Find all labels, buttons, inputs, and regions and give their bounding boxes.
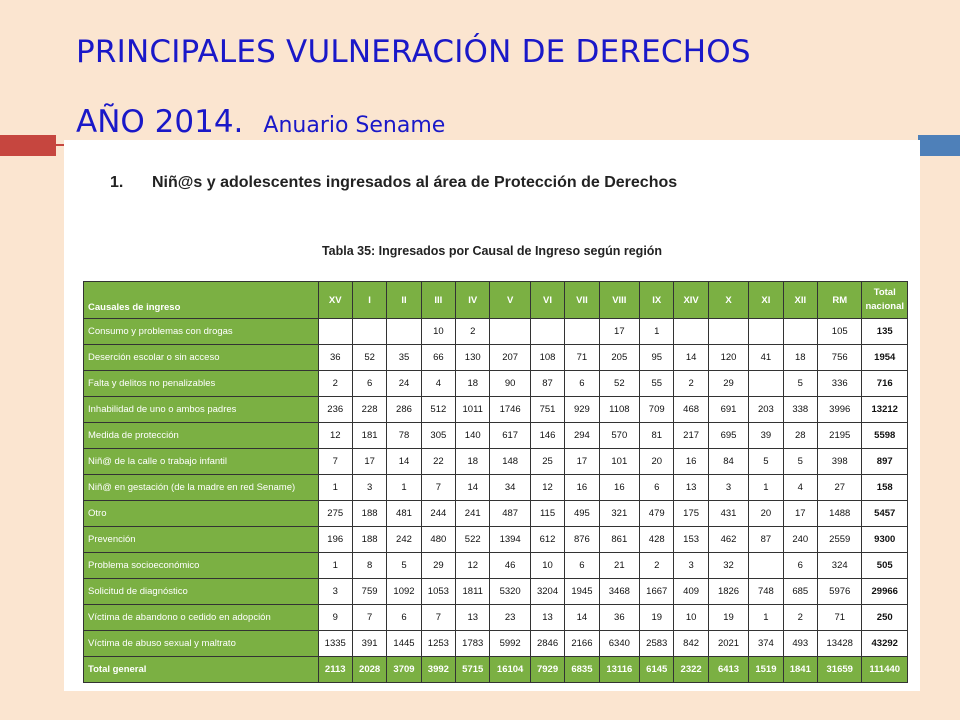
table-cell: 13116 [599,657,639,683]
table-cell: 39 [749,423,783,449]
slide-title-line2 [76,104,445,140]
table-row [84,397,908,423]
table-cell [783,319,817,345]
table-cell: 1 [318,475,352,501]
table-cell: 4 [783,475,817,501]
table-cell: 5457 [862,501,908,527]
table-cell: 13 [530,605,564,631]
table-cell: 2 [318,371,352,397]
header-col-6: VI [530,282,564,319]
table-cell: 25 [530,449,564,475]
table-cell: 31659 [817,657,861,683]
table-cell: 181 [352,423,386,449]
table-cell: 101 [599,449,639,475]
table-cell: 22 [421,449,455,475]
table-cell: 71 [565,345,599,371]
table-cell: 493 [783,631,817,657]
table-cell: 3709 [387,657,421,683]
table-cell: 115 [530,501,564,527]
table-cell: 5320 [490,579,530,605]
table-cell: 158 [862,475,908,501]
table-cell: 16 [565,475,599,501]
table-cell: 428 [640,527,674,553]
table-cell: 6 [783,553,817,579]
table-cell: 27 [817,475,861,501]
table-cell: 43292 [862,631,908,657]
table-cell: 6835 [565,657,599,683]
table-cell: 46 [490,553,530,579]
table-cell: 512 [421,397,455,423]
table-cell: 205 [599,345,639,371]
table-cell: 2 [456,319,490,345]
table-cell [708,319,748,345]
header-col-7: VII [565,282,599,319]
table-cell: 78 [387,423,421,449]
table-row [84,527,908,553]
table-cell: 1108 [599,397,639,423]
table-cell: 321 [599,501,639,527]
header-col-3: III [421,282,455,319]
table-cell: 3 [352,475,386,501]
table-cell: 3 [708,475,748,501]
table-cell: 196 [318,527,352,553]
table-cell: 2028 [352,657,386,683]
table-cell: 13 [456,605,490,631]
table-cell: 29 [708,371,748,397]
table-cell: 18 [456,371,490,397]
table-cell: 120 [708,345,748,371]
table-cell: 759 [352,579,386,605]
table-cell: 1 [387,475,421,501]
table-cell: 617 [490,423,530,449]
table-cell: 1746 [490,397,530,423]
slide-title-source: Anuario Sename [263,113,446,138]
header-col-10: XIV [674,282,708,319]
table-cell: 570 [599,423,639,449]
table-cell: 12 [318,423,352,449]
table-cell: 2322 [674,657,708,683]
table-cell: 19 [708,605,748,631]
table-cell: 242 [387,527,421,553]
table-cell: 105 [817,319,861,345]
table-cell: 480 [421,527,455,553]
table-cell: 14 [674,345,708,371]
table-cell: 861 [599,527,639,553]
table-cell: 1335 [318,631,352,657]
table-cell: 1488 [817,501,861,527]
header-col-4: IV [456,282,490,319]
table-cell: 842 [674,631,708,657]
table-cell: 175 [674,501,708,527]
table-cell [490,319,530,345]
table-cell: 748 [749,579,783,605]
table-cell: 2195 [817,423,861,449]
table-cell: 17 [565,449,599,475]
table-cell: 7929 [530,657,564,683]
table-cell: 217 [674,423,708,449]
table-cell [749,553,783,579]
table-cell: 6413 [708,657,748,683]
header-col-12: XI [749,282,783,319]
table-cell: 20 [749,501,783,527]
table-cell: 18 [783,345,817,371]
table-cell: 244 [421,501,455,527]
table-cell: 9300 [862,527,908,553]
header-col-8: VIII [599,282,639,319]
table-row [84,605,908,631]
table-cell: 1826 [708,579,748,605]
table-body [84,319,908,683]
table-row [84,579,908,605]
table-cell: 28 [783,423,817,449]
table-cell: 188 [352,501,386,527]
table-cell: 3468 [599,579,639,605]
table-cell: 487 [490,501,530,527]
table-cell: 12 [530,475,564,501]
table-cell [318,319,352,345]
table-cell: 14 [387,449,421,475]
header-col-0: XV [318,282,352,319]
table-cell: 468 [674,397,708,423]
table-cell: 3 [674,553,708,579]
table-cell: 5976 [817,579,861,605]
table-cell: 16104 [490,657,530,683]
table-cell: 2 [640,553,674,579]
table-cell: 13 [674,475,708,501]
table-cell: 462 [708,527,748,553]
table-cell: 250 [862,605,908,631]
table-cell: 286 [387,397,421,423]
table-cell: 495 [565,501,599,527]
table-cell: 3 [318,579,352,605]
table-cell: 236 [318,397,352,423]
table-cell: 294 [565,423,599,449]
table-cell: 398 [817,449,861,475]
table-cell: 7 [421,475,455,501]
table-cell: 146 [530,423,564,449]
table-cell: 897 [862,449,908,475]
table-row [84,631,908,657]
table-cell: 87 [530,371,564,397]
table-cell: 55 [640,371,674,397]
section-heading [110,174,677,192]
table-cell: 751 [530,397,564,423]
table-cell: 1783 [456,631,490,657]
row-label: Solicitud de diagnóstico [84,579,319,605]
table-cell: 17 [599,319,639,345]
header-col-15: Total nacional [862,282,908,319]
table-cell: 111440 [862,657,908,683]
table-cell: 36 [599,605,639,631]
table-cell: 1945 [565,579,599,605]
header-col-2: II [387,282,421,319]
table-cell: 16 [674,449,708,475]
table-cell: 612 [530,527,564,553]
table-cell: 1954 [862,345,908,371]
header-col-9: IX [640,282,674,319]
table-cell [530,319,564,345]
table-cell: 7 [421,605,455,631]
table-cell: 305 [421,423,455,449]
table-cell: 1394 [490,527,530,553]
table-cell: 5 [783,371,817,397]
table-cell: 691 [708,397,748,423]
table-cell: 6340 [599,631,639,657]
table-cell: 6 [640,475,674,501]
table-cell: 709 [640,397,674,423]
table-cell: 140 [456,423,490,449]
table-cell: 52 [599,371,639,397]
table-cell: 71 [817,605,861,631]
table-cell: 1253 [421,631,455,657]
row-label: Niñ@ de la calle o trabajo infantil [84,449,319,475]
row-label: Medida de protección [84,423,319,449]
table-row [84,449,908,475]
table-cell: 240 [783,527,817,553]
table-cell: 1053 [421,579,455,605]
table-cell: 1519 [749,657,783,683]
table-cell: 2 [674,371,708,397]
table-cell [565,319,599,345]
table-cell: 5715 [456,657,490,683]
table-cell: 34 [490,475,530,501]
row-label: Deserción escolar o sin acceso [84,345,319,371]
table-cell: 3996 [817,397,861,423]
table-cell: 12 [456,553,490,579]
table-row [84,371,908,397]
table-cell: 95 [640,345,674,371]
table-cell: 130 [456,345,490,371]
table-cell [352,319,386,345]
row-label: Niñ@ en gestación (de la madre en red Sename) [84,475,319,501]
table-cell: 18 [456,449,490,475]
table-cell: 16 [599,475,639,501]
table-cell: 29 [421,553,455,579]
table-cell: 203 [749,397,783,423]
table-cell: 13428 [817,631,861,657]
table-cell: 481 [387,501,421,527]
table-cell: 36 [318,345,352,371]
table-cell: 374 [749,631,783,657]
table-cell: 5 [387,553,421,579]
table-cell: 5992 [490,631,530,657]
table-cell: 336 [817,371,861,397]
table-cell: 685 [783,579,817,605]
row-label: Prevención [84,527,319,553]
table-cell: 66 [421,345,455,371]
header-col-13: XII [783,282,817,319]
table-cell: 6145 [640,657,674,683]
header-causales: Causales de ingreso [84,282,319,319]
table-cell: 2113 [318,657,352,683]
row-label: Víctima de abandono o cedido en adopción [84,605,319,631]
table-cell: 1 [318,553,352,579]
table-cell: 2021 [708,631,748,657]
table-cell: 1011 [456,397,490,423]
accent-bar-right [918,135,960,156]
table-cell: 6 [387,605,421,631]
header-col-11: X [708,282,748,319]
table-cell: 188 [352,527,386,553]
table-cell: 13212 [862,397,908,423]
header-col-1: I [352,282,386,319]
table-cell: 431 [708,501,748,527]
table-image-panel [64,140,920,691]
table-cell: 153 [674,527,708,553]
row-label: Total general [84,657,319,683]
table-cell: 1667 [640,579,674,605]
table-cell: 228 [352,397,386,423]
table-cell: 4 [421,371,455,397]
table-cell: 10 [530,553,564,579]
row-label: Inhabilidad de uno o ambos padres [84,397,319,423]
table-header-row [84,282,908,319]
table-cell: 10 [421,319,455,345]
table-cell: 2846 [530,631,564,657]
table-cell [674,319,708,345]
table-cell: 5 [749,449,783,475]
table-cell: 17 [352,449,386,475]
table-cell: 716 [862,371,908,397]
table-cell: 3204 [530,579,564,605]
table-cell: 87 [749,527,783,553]
table-cell: 24 [387,371,421,397]
slide-title-line1: PRINCIPALES VULNERACIÓN DE DERECHOS [76,34,751,70]
table-cell [749,371,783,397]
table-cell: 10 [674,605,708,631]
table-cell: 2 [783,605,817,631]
table-cell: 275 [318,501,352,527]
table-cell: 7 [352,605,386,631]
table-cell: 338 [783,397,817,423]
row-label: Víctima de abuso sexual y maltrato [84,631,319,657]
table-cell: 1811 [456,579,490,605]
table-caption: Tabla 35: Ingresados por Causal de Ingreso según región [321,244,663,258]
table-cell: 108 [530,345,564,371]
table-cell: 41 [749,345,783,371]
table-cell: 20 [640,449,674,475]
table-cell: 19 [640,605,674,631]
table-cell: 21 [599,553,639,579]
table-cell: 84 [708,449,748,475]
table-cell: 6 [565,371,599,397]
table-cell: 81 [640,423,674,449]
table-cell: 7 [318,449,352,475]
table-row [84,319,908,345]
table-row [84,553,908,579]
header-col-14: RM [817,282,861,319]
table-cell: 1 [749,605,783,631]
table-cell: 29966 [862,579,908,605]
table-cell: 14 [565,605,599,631]
table-cell: 522 [456,527,490,553]
table-cell [387,319,421,345]
table-cell: 1 [640,319,674,345]
table-cell: 17 [783,501,817,527]
table-cell: 391 [352,631,386,657]
table-cell: 1092 [387,579,421,605]
table-cell: 32 [708,553,748,579]
table-cell: 2583 [640,631,674,657]
table-cell: 2559 [817,527,861,553]
table-cell: 52 [352,345,386,371]
table-cell: 1841 [783,657,817,683]
table-cell: 756 [817,345,861,371]
table-cell: 9 [318,605,352,631]
table-cell: 2166 [565,631,599,657]
table-cell: 8 [352,553,386,579]
admissions-table [83,281,908,683]
slide-title-year: AÑO 2014. [76,104,244,140]
table-cell: 90 [490,371,530,397]
table-cell: 135 [862,319,908,345]
table-total-row [84,657,908,683]
table-cell: 5 [783,449,817,475]
table-cell: 148 [490,449,530,475]
table-row [84,345,908,371]
header-col-5: V [490,282,530,319]
table-cell: 6 [352,371,386,397]
table-cell: 23 [490,605,530,631]
table-cell: 929 [565,397,599,423]
table-cell: 479 [640,501,674,527]
table-cell: 5598 [862,423,908,449]
table-row [84,501,908,527]
table-cell: 207 [490,345,530,371]
table-cell: 14 [456,475,490,501]
table-cell: 1445 [387,631,421,657]
accent-bar-left [0,135,56,156]
section-title: Niñ@s y adolescentes ingresados al área de Protección de Derechos [152,174,678,191]
table-cell: 6 [565,553,599,579]
table-cell: 505 [862,553,908,579]
section-number: 1. [110,174,124,191]
table-cell: 1 [749,475,783,501]
table-cell: 3992 [421,657,455,683]
row-label: Falta y delitos no penalizables [84,371,319,397]
row-label: Consumo y problemas con drogas [84,319,319,345]
row-label: Otro [84,501,319,527]
row-label: Problema socioeconómico [84,553,319,579]
table-row [84,423,908,449]
table-cell: 241 [456,501,490,527]
table-cell: 409 [674,579,708,605]
table-row [84,475,908,501]
table-cell: 324 [817,553,861,579]
table-cell [749,319,783,345]
table-cell: 35 [387,345,421,371]
table-cell: 695 [708,423,748,449]
table-cell: 876 [565,527,599,553]
